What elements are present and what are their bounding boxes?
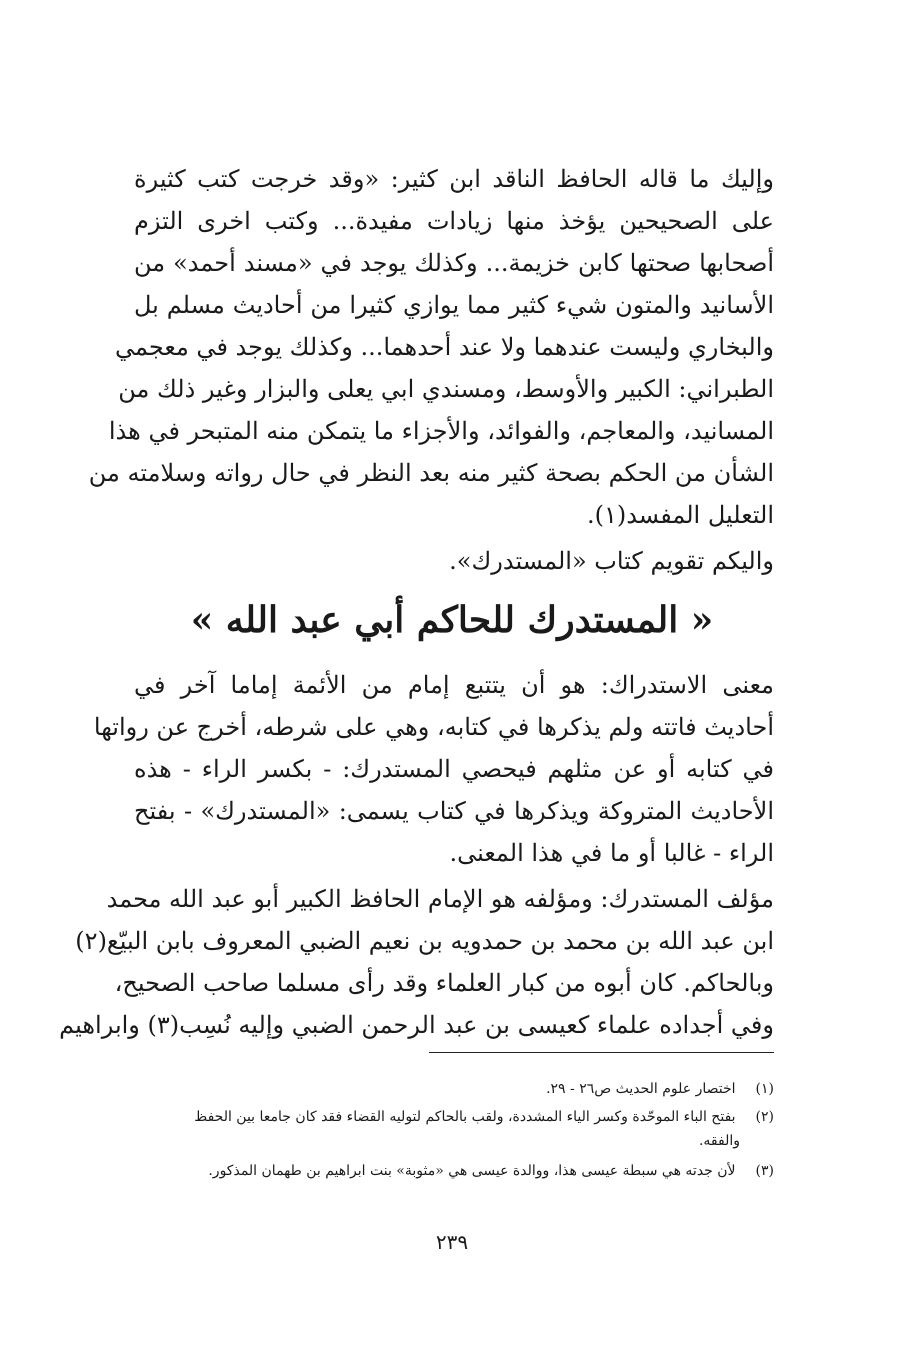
body-line: وإليك ما قاله الحافظ الناقد ابن كثير: «وقد خرجت كتب كثيرة (134, 165, 774, 193)
body-line: الطبراني: الكبير والأوسط، ومسندي ابي يعلى والبزار وغير ذلك من (118, 375, 774, 403)
footnote-3 (134, 1160, 774, 1182)
body-line: والبخاري وليست عندهما ولا عند أحدهما... وكذلك يوجد في معجمي (115, 333, 774, 361)
footnote-number: (٣) (755, 1163, 774, 1179)
section-title: « المستدرك للحاكم أبي عبد الله » (190, 599, 714, 641)
body-line: أحاديث فاتته ولم يذكرها في كتابه، وهي على شرطه، أخرج عن رواتها (93, 713, 774, 741)
footnote-number: (٢) (755, 1109, 774, 1125)
footnote-text: والفقه. (698, 1133, 740, 1149)
body-line: الراء - غالبا أو ما في هذا المعنى. (449, 839, 774, 867)
footnote-2-continued (134, 1130, 740, 1152)
body-line: وبالحاكم. كان أبوه من كبار العلماء وقد رأى مسلما صاحب الصحيح، (114, 969, 774, 997)
footnote-1 (134, 1078, 774, 1100)
body-line: الأحاديث المتروكة ويذكرها في كتاب يسمى: «المستدرك» - بفتح (134, 797, 774, 825)
body-line: ابن عبد الله بن محمد بن حمدويه بن نعيم الضبي المعروف بابن البيّع(٢) (75, 927, 774, 955)
footnote-number: (١) (755, 1081, 774, 1097)
body-line: وفي أجداده علماء كعيسى بن عبد الرحمن الضبي وإليه نُسِب(٣) وابراهيم (59, 1011, 774, 1039)
body-line: المسانيد، والمعاجم، والفوائد، والأجزاء ما يتمكن منه المتبحر في هذا (108, 417, 774, 445)
footnote-text: اختصار علوم الحديث ص٢٦ - ٢٩. (546, 1081, 736, 1097)
footnote-2 (134, 1106, 774, 1128)
body-line: التعليل المفسد(١). (586, 501, 774, 529)
page-number: ٢٣٩ (435, 1230, 469, 1254)
body-line: مؤلف المستدرك: ومؤلفه هو الإمام الحافظ الكبير أبو عبد الله محمد (106, 885, 774, 913)
body-line: أصحابها صحتها كابن خزيمة... وكذلك يوجد في «مسند أحمد» من (134, 249, 775, 277)
footnote-separator (429, 1052, 774, 1053)
body-line: معنى الاستدراك: هو أن يتتبع إمام من الأئمة إماما آخر في (134, 671, 774, 699)
body-line: واليكم تقويم كتاب «المستدرك». (449, 547, 774, 575)
body-line: الشأن من الحكم بصحة كثير منه بعد النظر في حال رواته وسلامته من (88, 459, 774, 487)
footnote-text: لأن جدته هي سبطة عيسى هذا، ووالدة عيسى هي «مثوبة» بنت ابراهيم بن طهمان المذكور. (208, 1163, 736, 1179)
footnote-text: بفتح الباء الموحّدة وكسر الياء المشددة، ولقب بالحاكم لتوليه القضاء فقد كان جامعا بين الحفظ (194, 1109, 736, 1125)
body-line: على الصحيحين يؤخذ منها زيادات مفيدة... وكتب اخرى التزم (134, 207, 774, 235)
body-line: الأسانيد والمتون شيء كثير مما يوازي كثيرا من أحاديث مسلم بل (134, 291, 774, 319)
body-line: في كتابه أو عن مثلهم فيحصي المستدرك: - بكسر الراء - هذه (134, 755, 774, 783)
